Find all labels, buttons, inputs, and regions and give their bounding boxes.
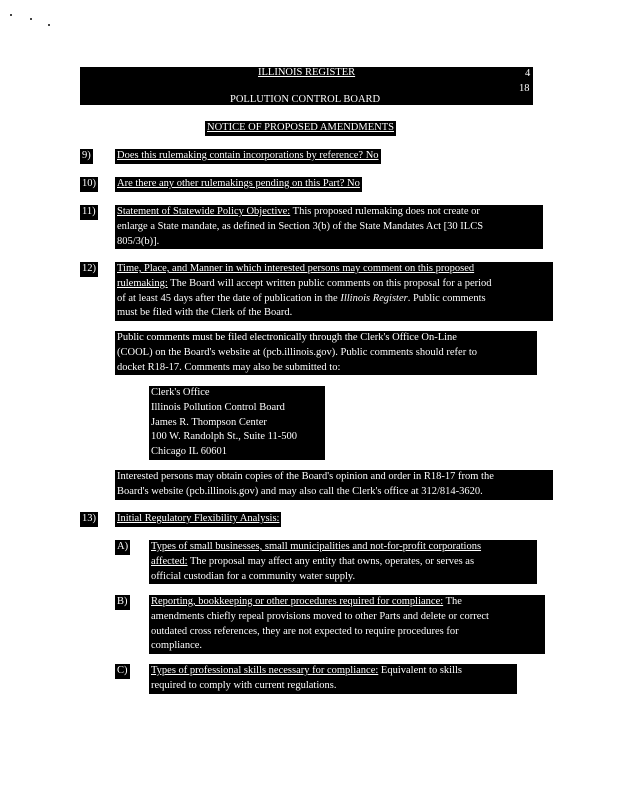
item-13-number: 13) [80,512,98,527]
item-13c-paragraph: Types of professional skills necessary for compliance: Equivalent to skills required to comply with current regulations. [149,664,517,694]
item-13-heading: Initial Regulatory Flexibility Analysis: [115,512,281,527]
item-13c-number: C) [115,664,130,679]
scan-speck [30,18,32,20]
item-13a-paragraph: Types of small businesses, small municipalities and not-for-profit corporations affected: The proposal may affect any entity that owns, operates, or serves as official custodian for a community water supply. [149,540,537,584]
item-12-paragraph-1: Time, Place, and Manner in which interested persons may comment on this proposed rulemaking: The Board will accept written public comments on this proposal for a period of at least 45 days after the date of publication in the Illinois Register. Public comments must be filed with the Clerk of the Board. [115,262,553,321]
item-12-paragraph-3: Interested persons may obtain copies of the Board's opinion and order in R18-17 from the Board's website (pcb.illinois.gov) and may also call the Clerk's office at 312/814-3620. [115,470,553,500]
item-13b-number: B) [115,595,130,610]
item-13b-paragraph: Reporting, bookkeeping or other procedures required for compliance: The amendments chiefly repeal provisions moved to other Parts and delete or correct outdated cross references, they are not expected to require procedures for compliance. [149,595,545,654]
item-10-number: 10) [80,177,98,192]
item-9-question: Does this rulemaking contain incorporations by reference? No [115,149,381,164]
address-line: 100 W. Randolph St., Suite 11-500 [151,431,298,443]
board-title: POLLUTION CONTROL BOARD [230,94,381,105]
notice-title: NOTICE OF PROPOSED AMENDMENTS [205,121,396,136]
address-line: Chicago IL 60601 [151,446,228,458]
item-11-paragraph: Statement of Statewide Policy Objective: This proposed rulemaking does not create or enlarge a State mandate, as defined in Section 3(b) of the State Mandates Act [30 ILCS 805/3(b)]. [115,205,543,249]
item-11-number: 11) [80,205,98,220]
address-line: Clerk's Office [151,387,210,398]
header-page-number-2: 18 [519,83,530,94]
scan-speck [48,24,50,26]
scan-speck [10,14,12,16]
item-12-paragraph-2: Public comments must be filed electronically through the Clerk's Office On-Line (COOL) on the Board's website at (pcb.illinois.gov). Public comments should refer to docket R18-17. Comments may also be submitted to: [115,331,537,375]
item-12-number: 12) [80,262,98,277]
header-page-number: 4 [525,68,531,79]
item-10-question: Are there any other rulemakings pending on this Part? No [115,177,362,192]
address-line: Illinois Pollution Control Board [151,401,285,413]
item-9-number: 9) [80,149,93,164]
address-line: James R. Thompson Center [151,416,267,428]
register-title: ILLINOIS REGISTER [258,67,356,78]
clerk-address [149,386,325,460]
item-13a-number: A) [115,540,130,555]
